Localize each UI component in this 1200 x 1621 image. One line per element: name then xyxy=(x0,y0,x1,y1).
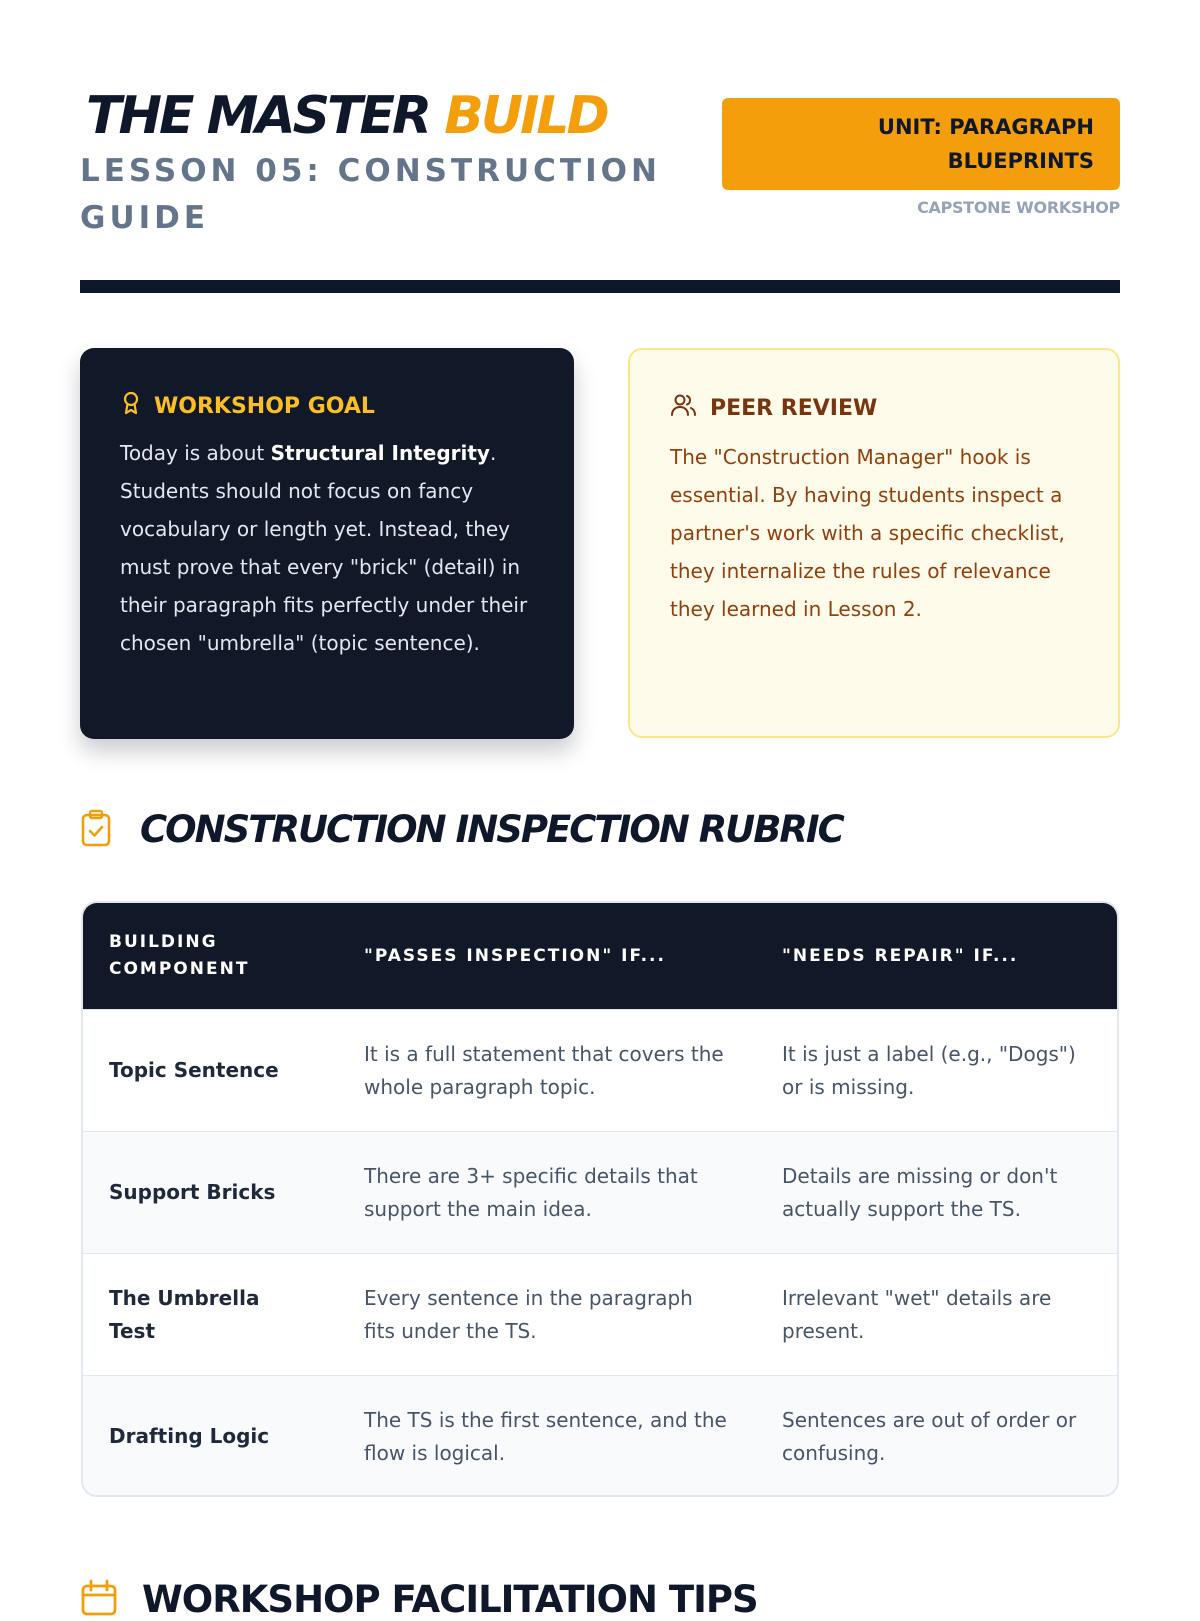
goal-text-emphasis: Structural Integrity xyxy=(270,441,490,465)
inspection-rubric-table xyxy=(81,901,1119,1497)
passes-cell: There are 3+ specific details that support the main idea. xyxy=(338,1132,756,1254)
users-icon xyxy=(670,392,698,424)
page-title xyxy=(86,86,607,146)
passes-cell: Every sentence in the paragraph fits under the TS. xyxy=(338,1254,756,1376)
workshop-goal-text xyxy=(120,434,534,662)
repair-cell: It is just a label (e.g., "Dogs") or is missing. xyxy=(756,1010,1117,1132)
lesson-header xyxy=(80,86,1120,286)
unit-badge xyxy=(722,98,1120,190)
workshop-goal-title: WORKSHOP GOAL xyxy=(154,393,375,419)
title-accent: BUILD xyxy=(444,86,607,146)
clipboard-check-icon xyxy=(80,809,112,851)
rubric-title: CONSTRUCTION INSPECTION RUBRIC xyxy=(140,808,843,851)
column-header-component: BUILDING COMPONENT xyxy=(83,903,338,1010)
workshop-goal-heading xyxy=(120,390,534,422)
peer-review-card xyxy=(628,348,1120,738)
tips-title: WORKSHOP FACILITATION TIPS xyxy=(142,1578,758,1621)
table-row xyxy=(83,1254,1117,1376)
table-row xyxy=(83,1376,1117,1498)
peer-review-text: The "Construction Manager" hook is essential. By having students inspect a partner's work with a specific checklist, they internalize the rules of relevance they learned in Lesson 2. xyxy=(670,445,1065,621)
unit-badge-line-2: BLUEPRINTS xyxy=(947,149,1094,173)
award-icon xyxy=(120,390,142,422)
component-cell: Topic Sentence xyxy=(83,1010,338,1132)
column-header-repair: "NEEDS REPAIR" IF... xyxy=(756,903,1117,1010)
component-cell: The Umbrella Test xyxy=(83,1254,338,1376)
title-main: THE MASTER xyxy=(86,86,430,146)
passes-cell: It is a full statement that covers the whole paragraph topic. xyxy=(338,1010,756,1132)
column-header-passes: "PASSES INSPECTION" IF... xyxy=(338,903,756,1010)
repair-cell: Details are missing or don't actually support the TS. xyxy=(756,1132,1117,1254)
table-row xyxy=(83,1010,1117,1132)
table-row xyxy=(83,1132,1117,1254)
component-cell: Support Bricks xyxy=(83,1132,338,1254)
rubric-section-heading xyxy=(80,808,843,851)
peer-review-heading xyxy=(670,392,1078,424)
repair-cell: Irrelevant "wet" details are present. xyxy=(756,1254,1117,1376)
peer-review-title: PEER REVIEW xyxy=(710,395,878,421)
goal-text-intro: Today is about xyxy=(120,441,271,465)
workshop-label: CAPSTONE WORKSHOP xyxy=(917,198,1120,217)
lesson-subtitle: LESSON 05: CONSTRUCTION GUIDE xyxy=(80,153,661,236)
header-divider xyxy=(80,280,1120,293)
goal-text-rest: . Students should not focus on fancy vocabulary or length yet. Instead, they must prove that every "brick" (detail) in their paragraph fits perfectly under their chosen "umbrella" (topic sentence). xyxy=(120,441,528,655)
repair-cell: Sentences are out of order or confusing. xyxy=(756,1376,1117,1498)
passes-cell: The TS is the first sentence, and the flow is logical. xyxy=(338,1376,756,1498)
unit-badge-line-1: UNIT: PARAGRAPH xyxy=(877,115,1094,139)
table-header-row xyxy=(83,903,1117,1010)
workshop-goal-card xyxy=(80,348,574,739)
component-cell: Drafting Logic xyxy=(83,1376,338,1498)
